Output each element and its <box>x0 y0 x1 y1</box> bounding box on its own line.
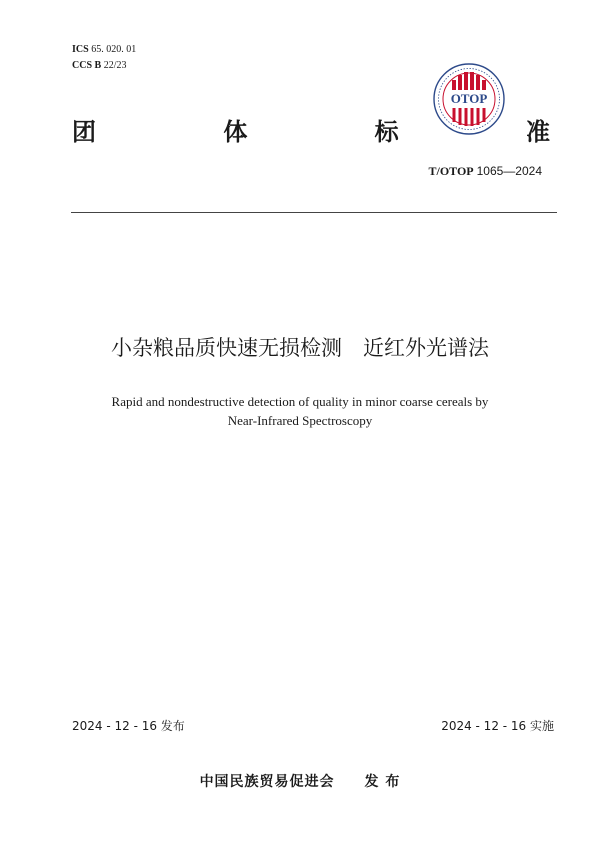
title-english-line: Near-Infrared Spectroscopy <box>227 413 373 428</box>
ccs-value: 22/23 <box>103 60 127 71</box>
ics-label: ICS <box>72 44 89 55</box>
implementation-date: 2024 - 12 - 16 实施 <box>441 719 554 733</box>
title-chinese: 小杂粮品质快速无损检测 近红外光谱法 <box>111 336 489 360</box>
title-english-line: Rapid and nondestructive detection of quality in minor coarse cereals by <box>111 394 489 409</box>
publisher: 中国民族贸易促进会 发 布 <box>199 774 401 790</box>
header-divider <box>71 212 557 213</box>
ics-code <box>72 44 136 56</box>
logo-text: OTOP <box>450 91 488 106</box>
standard-type-char: 标 <box>374 118 399 146</box>
title-english <box>60 392 540 430</box>
standard-number-value: 1065—2024 <box>476 164 542 178</box>
issue-date: 2024 - 12 - 16 发布 <box>72 719 185 733</box>
standard-type-char: 体 <box>223 118 248 146</box>
ccs-label: CCS B <box>72 60 102 71</box>
standard-type-char: 团 <box>72 118 96 146</box>
standard-type-char: 准 <box>525 118 550 146</box>
standard-number <box>428 163 542 179</box>
standard-number-prefix: T/OTOP <box>428 164 474 178</box>
ccs-code <box>72 60 126 72</box>
standard-type-heading <box>72 116 550 148</box>
ics-value: 65. 020. 01 <box>91 44 137 55</box>
